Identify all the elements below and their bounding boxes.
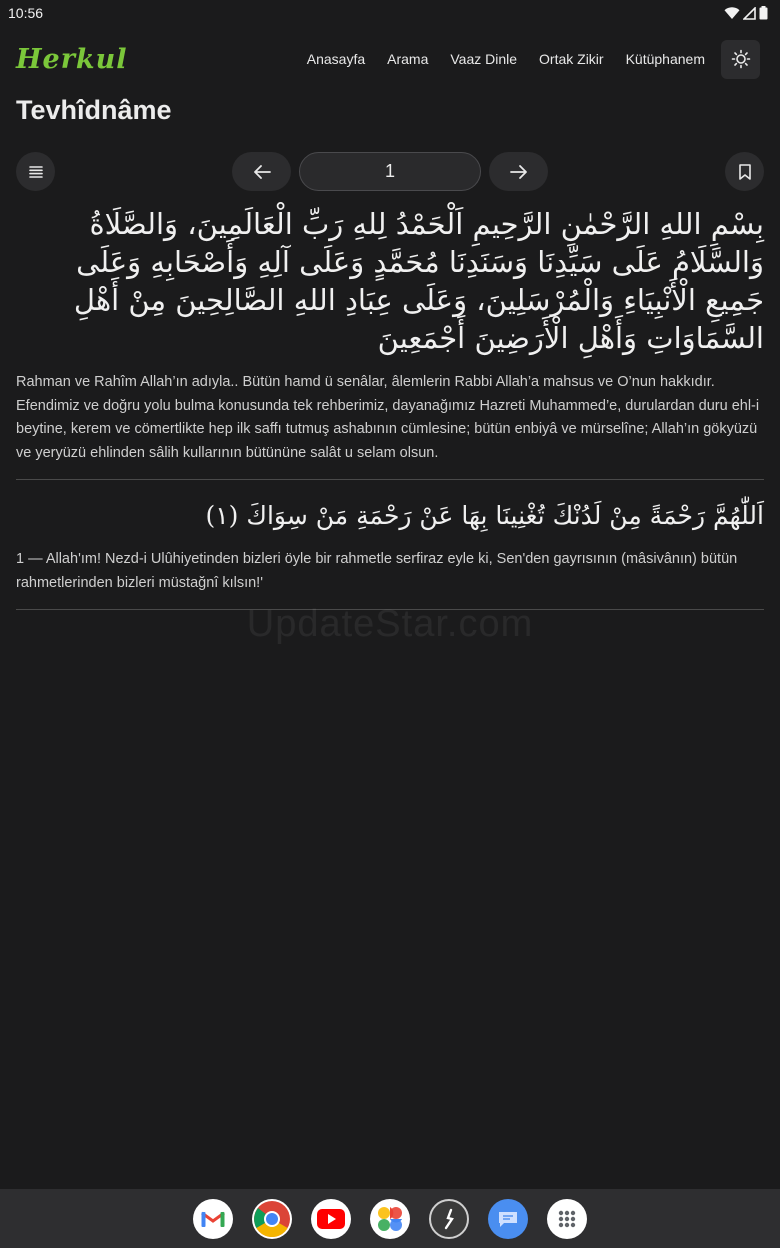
- verse-arabic-text: اَللّٰهُمَّ رَحْمَةً مِنْ لَدُنْكَ تُغْنِينَا بِهَا عَنْ رَحْمَةِ مَنْ سِوَاكَ (١): [205, 501, 764, 530]
- bookmark-icon: [737, 163, 753, 181]
- status-time: 10:56: [8, 5, 44, 21]
- reader-toolbar: [0, 152, 780, 192]
- chrome-icon[interactable]: [252, 1199, 292, 1239]
- status-icons: [724, 6, 768, 20]
- status-bar: [0, 0, 780, 26]
- arrow-right-icon: [509, 164, 529, 180]
- intro-arabic-text: بِسْمِ اللهِ الرَّحْمٰنِ الرَّحِيمِ اَلْحَمْدُ لِلهِ رَبِّ الْعَالَمِينَ، وَالصَّلَاةُ وَالسَّلَامُ عَلَى سَيِّدِنَا وَسَنَدِنَا مُحَمَّدٍ وَعَلَى آلِهِ وَأَصْحَابِهِ وَعَلَى جَمِيعِ الْأَنْبِيَاءِ وَالْمُرْسَلِينَ، وَعَلَى عِبَادِ اللهِ الصَّالِحِينَ مِنْ أَهْلِ السَّمَاوَاتِ وَأَهْلِ الْأَرَضِينَ أَجْمَعِينَ: [73, 207, 764, 355]
- app-dock: [0, 1189, 780, 1248]
- main-nav: [285, 40, 760, 79]
- app-drawer-icon[interactable]: [547, 1199, 587, 1239]
- nav-link-ortak-zikir[interactable]: Ortak Zikir: [539, 51, 604, 67]
- nav-link-kutuphanem[interactable]: Kütüphanem: [625, 51, 705, 67]
- nav-link-arama[interactable]: Arama: [387, 51, 429, 67]
- gmail-icon[interactable]: [193, 1199, 233, 1239]
- arrow-left-icon: [252, 164, 272, 180]
- bookmark-button[interactable]: [725, 152, 764, 191]
- wifi-icon: [724, 6, 740, 20]
- page-title: Tevhîdnâme: [16, 95, 172, 125]
- section-divider: [16, 479, 764, 480]
- photos-icon[interactable]: [370, 1199, 410, 1239]
- verse-translation: 1 — Allah'ım! Nezd-i Ulûhiyetinden bizleri öyle bir rahmetle serfiraz eyle ki, Sen'den gayrısının (mâsivânın) bütün rahmetlerinden bizleri müstağnî kılsın!': [16, 551, 738, 591]
- messages-icon[interactable]: [488, 1199, 528, 1239]
- sun-icon: [731, 49, 751, 69]
- top-app-bar: [0, 38, 780, 80]
- reader-content: [16, 205, 764, 626]
- signal-icon: [743, 7, 756, 20]
- nav-link-vaaz-dinle[interactable]: Vaaz Dinle: [450, 51, 518, 67]
- previous-page-button[interactable]: [232, 152, 291, 191]
- intro-section: [16, 205, 764, 465]
- table-of-contents-button[interactable]: [16, 152, 55, 191]
- list-icon: [27, 163, 45, 181]
- next-page-button[interactable]: [489, 152, 548, 191]
- verse-section: [16, 496, 764, 595]
- page-number-input[interactable]: [299, 152, 481, 191]
- nav-link-anasayfa[interactable]: Anasayfa: [306, 51, 366, 67]
- youtube-icon[interactable]: [311, 1199, 351, 1239]
- brand-logo[interactable]: Herkul: [16, 43, 128, 75]
- intro-translation: Rahman ve Rahîm Allah’ın adıyla.. Bütün hamd ü senâlar, âlemlerin Rabbi Allah’a mahsus ve O’nun hakkıdır. Efendimiz ve doğru yolu bulma konusunda tek rehberimiz, dayanağımız Hazreti Muhammed’e, durulardan duru ehl-i beytine, kerem ve cömertlikte hep ilk saffı tutmuş ashabının cümlesine; bütün enbiyâ ve mürselîne; Allah’ın gökyüzü ve yeryüzü ehlinden sâlih kullarının bütününe salât u selam olsun.: [16, 374, 760, 461]
- watermark: UpdateStar.com: [246, 603, 534, 645]
- battery-icon: [759, 6, 768, 20]
- herkul-app-icon[interactable]: [429, 1199, 469, 1239]
- theme-toggle-button[interactable]: [721, 40, 760, 79]
